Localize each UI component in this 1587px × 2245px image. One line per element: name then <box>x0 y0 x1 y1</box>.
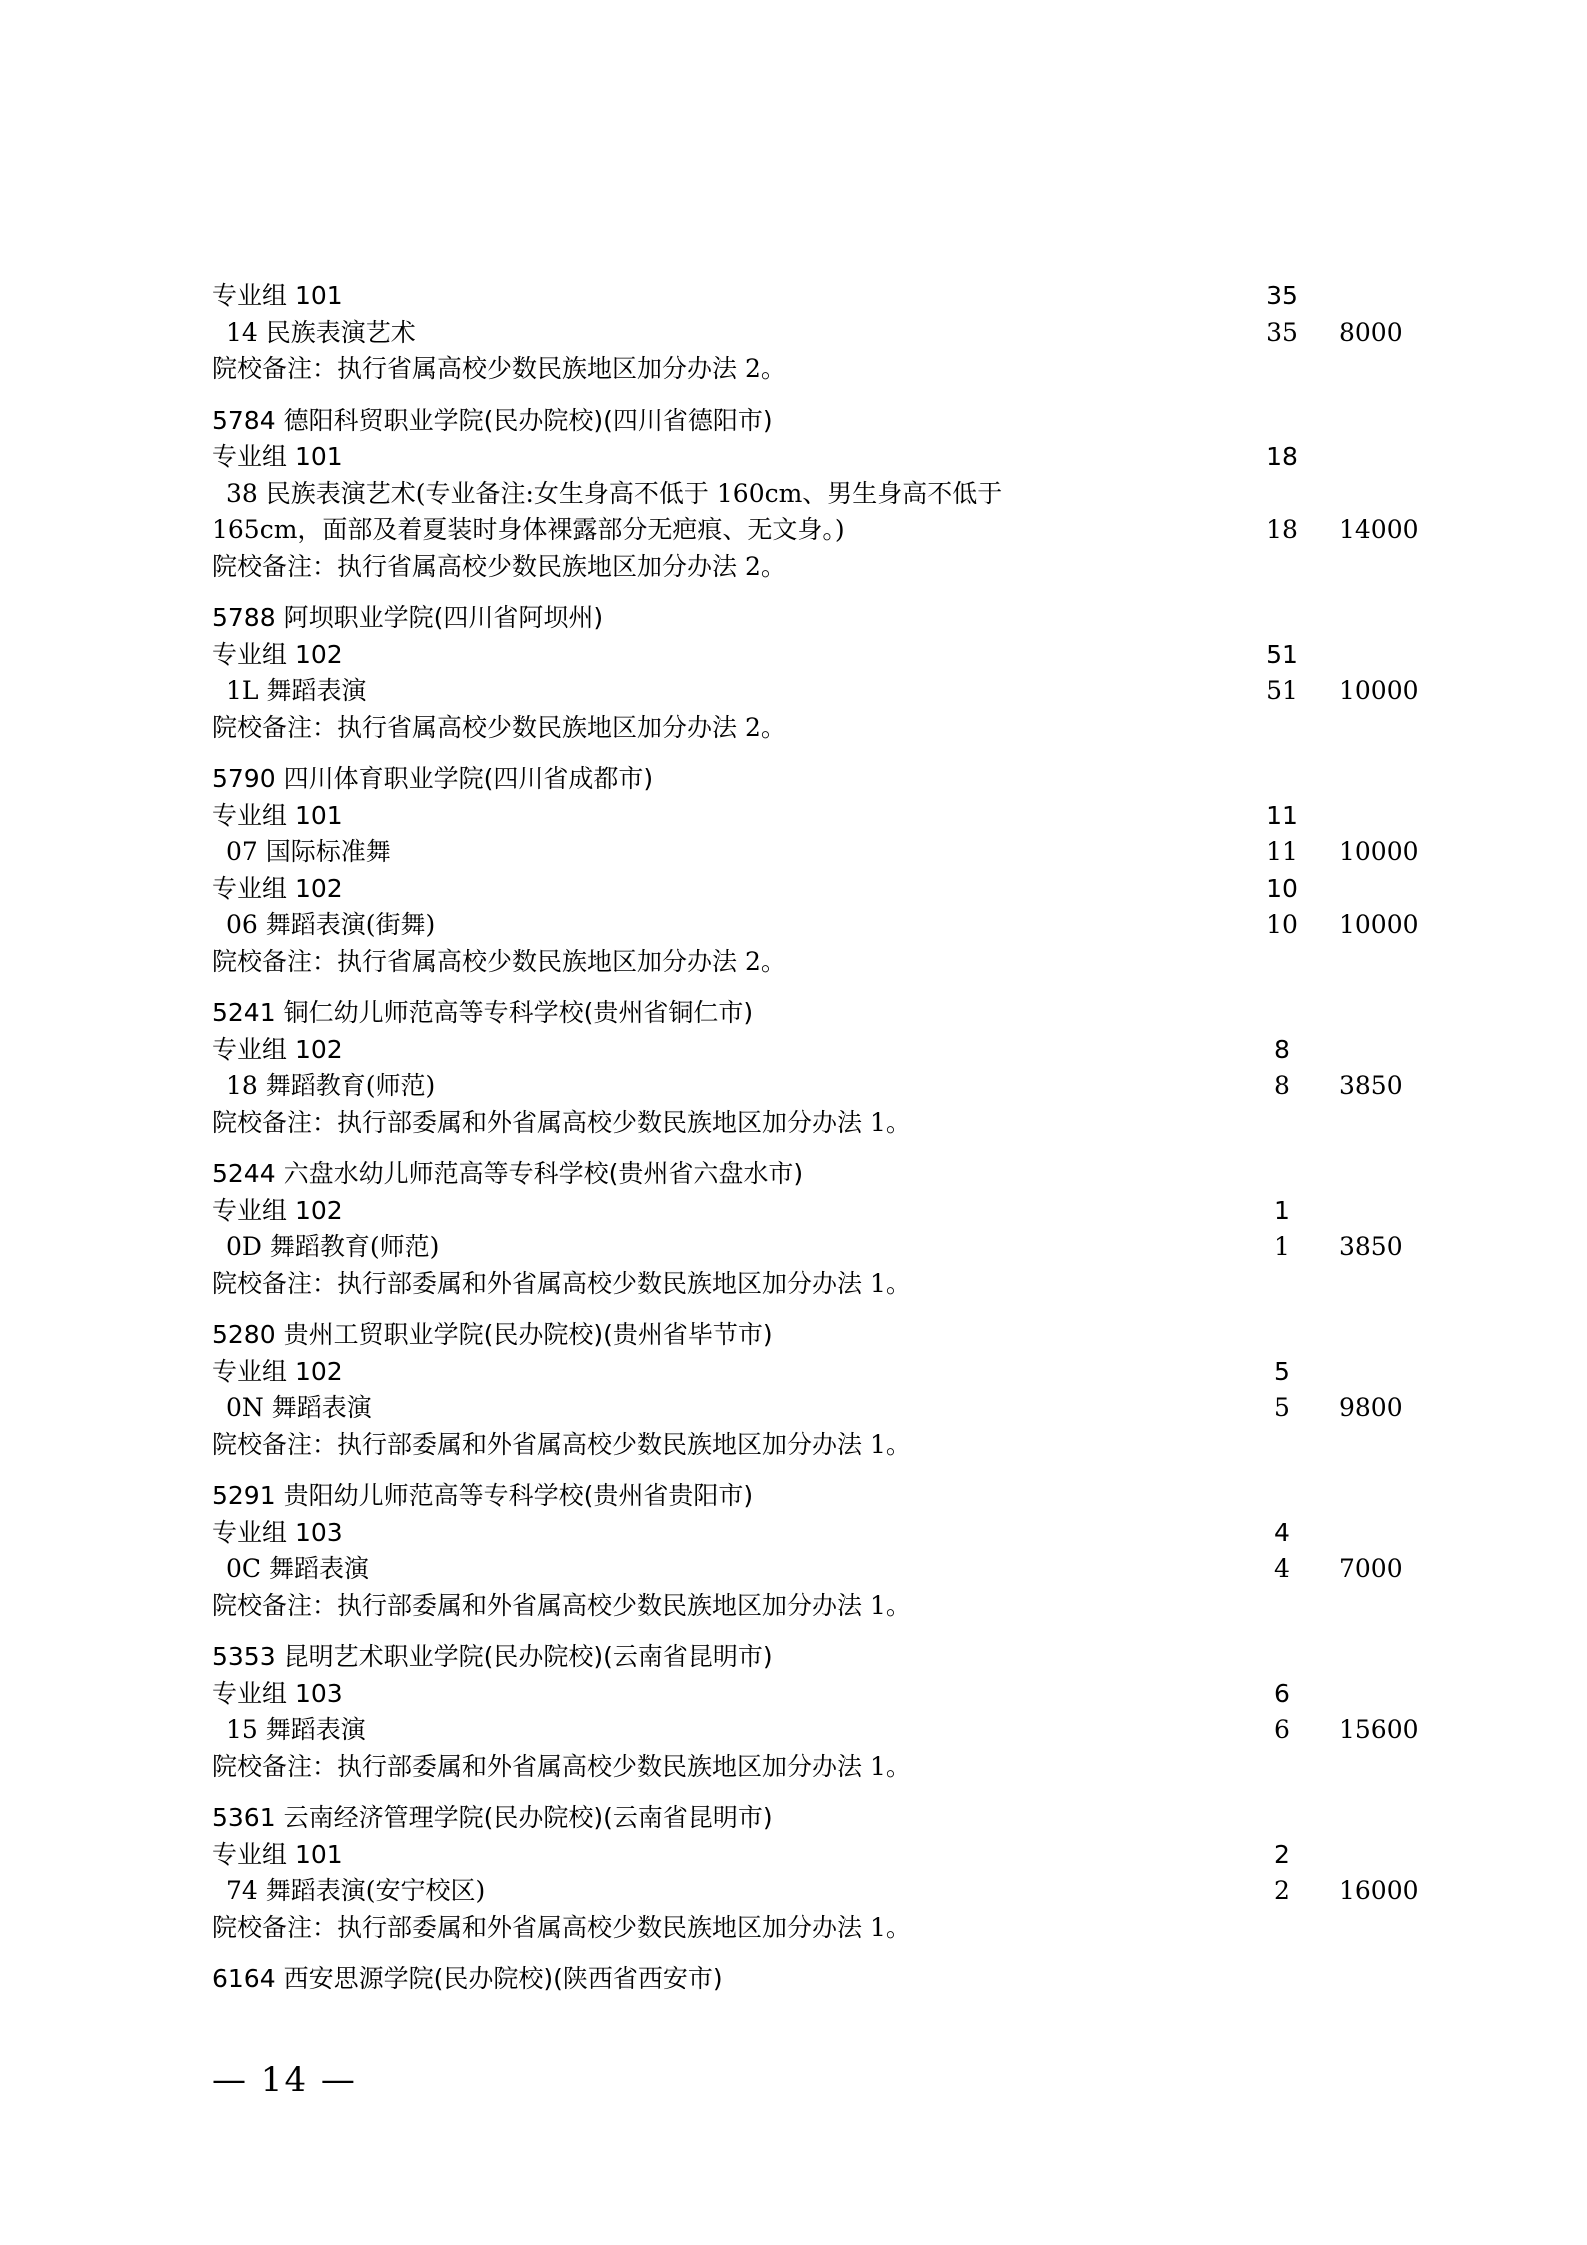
block-spacer <box>212 1463 1412 1478</box>
note-row <box>212 1910 1412 1947</box>
college-note: 院校备注：执行部委属和外省属高校少数民族地区加分办法 1。 <box>212 1590 911 1620</box>
college-note: 院校备注：执行省属高校少数民族地区加分办法 2。 <box>212 551 786 581</box>
major-fee: 7000 <box>1339 1554 1403 1583</box>
college-name: 5280 贵州工贸职业学院(民办院校)(贵州省毕节市) <box>212 1320 773 1349</box>
major-row <box>212 315 1412 352</box>
group-row <box>212 1193 1412 1230</box>
major-fee: 9800 <box>1339 1393 1403 1422</box>
major-row <box>212 907 1419 944</box>
note-row <box>212 1427 1412 1464</box>
college-block <box>212 600 1419 761</box>
college-row <box>212 761 1412 798</box>
group-row <box>212 1354 1412 1391</box>
college-row <box>212 600 1412 637</box>
group-count: 8 <box>1274 1034 1290 1064</box>
college-block <box>212 1478 1412 1639</box>
note-row <box>212 1588 1412 1625</box>
college-note: 院校备注：执行部委属和外省属高校少数民族地区加分办法 1。 <box>212 1751 911 1781</box>
major-name: 38 民族表演艺术(专业备注:女生身高不低于 160cm、男生身高不低于 <box>226 478 1003 508</box>
college-row <box>212 1961 1412 1998</box>
group-label: 专业组 102 <box>212 1195 343 1225</box>
major-count: 4 <box>1274 1554 1290 1583</box>
group-label: 专业组 101 <box>212 1839 343 1869</box>
major-name: 0D 舞蹈教育(师范) <box>226 1232 440 1261</box>
major-name: 0C 舞蹈表演 <box>226 1554 369 1583</box>
group-row <box>212 1032 1412 1069</box>
block-spacer <box>212 585 1412 600</box>
major-row <box>212 673 1419 710</box>
major-count: 8 <box>1274 1071 1290 1100</box>
group-label: 专业组 102 <box>212 1356 343 1386</box>
major-row-continued <box>212 512 1419 549</box>
college-note: 院校备注：执行部委属和外省属高校少数民族地区加分办法 1。 <box>212 1912 911 1942</box>
group-label: 专业组 101 <box>212 800 343 830</box>
major-name: 07 国际标准舞 <box>226 837 391 866</box>
college-block <box>212 1156 1412 1317</box>
college-note: 院校备注：执行部委属和外省属高校少数民族地区加分办法 1。 <box>212 1429 911 1459</box>
major-name-continued: 165cm，面部及着夏装时身体裸露部分无疤痕、无文身。) <box>212 515 845 544</box>
college-block <box>212 278 1412 403</box>
major-fee: 16000 <box>1339 1876 1419 1905</box>
group-count: 2 <box>1274 1839 1290 1869</box>
college-block <box>212 995 1412 1156</box>
group-label: 专业组 102 <box>212 639 343 669</box>
major-count: 1 <box>1274 1232 1290 1261</box>
major-fee: 8000 <box>1339 317 1403 347</box>
college-name: 5241 铜仁幼儿师范高等专科学校(贵州省铜仁市) <box>212 998 754 1027</box>
major-name: 15 舞蹈表演 <box>226 1715 366 1744</box>
group-label: 专业组 103 <box>212 1678 343 1708</box>
major-row <box>212 1068 1412 1105</box>
note-row <box>212 1749 1412 1786</box>
group-count: 35 <box>1266 281 1298 310</box>
major-count: 11 <box>1266 837 1298 866</box>
group-count: 1 <box>1274 1195 1290 1225</box>
group-label: 专业组 101 <box>212 442 343 471</box>
major-row <box>212 834 1419 871</box>
major-count: 35 <box>1266 317 1298 347</box>
major-name: 18 舞蹈教育(师范) <box>226 1071 436 1100</box>
college-row <box>212 1478 1412 1515</box>
major-row <box>212 1873 1419 1910</box>
group-count: 11 <box>1266 800 1298 830</box>
group-count: 51 <box>1266 639 1298 669</box>
major-row <box>212 1551 1412 1588</box>
college-block <box>212 403 1419 601</box>
college-name: 5788 阿坝职业学院(四川省阿坝州) <box>212 603 604 632</box>
major-fee: 3850 <box>1339 1232 1403 1261</box>
college-block <box>212 1639 1419 1800</box>
major-name: 74 舞蹈表演(安宁校区) <box>226 1876 486 1905</box>
group-row <box>212 798 1412 835</box>
college-note: 院校备注：执行省属高校少数民族地区加分办法 2。 <box>212 354 786 383</box>
group-row <box>212 1676 1412 1713</box>
college-block <box>212 761 1419 995</box>
note-row <box>212 549 1412 586</box>
major-fee: 10000 <box>1339 910 1419 939</box>
major-fee: 15600 <box>1339 1715 1419 1744</box>
block-spacer <box>212 1946 1412 1961</box>
major-row <box>212 1229 1412 1266</box>
group-count: 5 <box>1274 1356 1290 1386</box>
group-row <box>212 637 1412 674</box>
college-row <box>212 1156 1412 1193</box>
college-name: 5790 四川体育职业学院(四川省成都市) <box>212 764 654 793</box>
major-row <box>212 1390 1412 1427</box>
note-row <box>212 351 1412 388</box>
college-row <box>212 1800 1412 1837</box>
note-row <box>212 1105 1412 1142</box>
college-row <box>212 1639 1412 1676</box>
major-count: 10 <box>1266 910 1298 939</box>
note-row <box>212 710 1412 747</box>
group-count: 10 <box>1266 873 1298 903</box>
major-count: 51 <box>1266 676 1298 705</box>
college-name: 5361 云南经济管理学院(民办院校)(云南省昆明市) <box>212 1803 773 1832</box>
group-label: 专业组 102 <box>212 1034 343 1064</box>
group-row <box>212 278 1412 315</box>
note-row <box>212 944 1412 981</box>
group-row <box>212 439 1412 476</box>
major-fee: 10000 <box>1339 676 1419 705</box>
group-count: 18 <box>1266 442 1298 471</box>
college-row <box>212 1317 1412 1354</box>
college-row <box>212 403 1412 440</box>
page-number: — 14 — <box>212 2060 357 2100</box>
group-label: 专业组 102 <box>212 873 343 903</box>
note-row <box>212 1266 1412 1303</box>
group-row <box>212 871 1412 908</box>
college-name: 5291 贵阳幼儿师范高等专科学校(贵州省贵阳市) <box>212 1481 754 1510</box>
block-spacer <box>212 980 1412 995</box>
major-name: 1L 舞蹈表演 <box>226 676 367 705</box>
major-count: 5 <box>1274 1393 1290 1422</box>
group-count: 4 <box>1274 1517 1290 1547</box>
college-note: 院校备注：执行省属高校少数民族地区加分办法 2。 <box>212 946 786 976</box>
block-spacer <box>212 1624 1412 1639</box>
major-name: 06 舞蹈表演(街舞) <box>226 910 436 939</box>
group-label: 专业组 103 <box>212 1517 343 1547</box>
major-fee: 14000 <box>1339 515 1419 544</box>
block-spacer <box>212 1141 1412 1156</box>
major-fee: 3850 <box>1339 1071 1403 1100</box>
major-name: 14 民族表演艺术 <box>226 317 416 347</box>
major-count: 2 <box>1274 1876 1290 1905</box>
college-note: 院校备注：执行省属高校少数民族地区加分办法 2。 <box>212 712 786 742</box>
block-spacer <box>212 388 1412 403</box>
college-name: 5244 六盘水幼儿师范高等专科学校(贵州省六盘水市) <box>212 1159 804 1188</box>
major-fee: 10000 <box>1339 837 1419 866</box>
block-spacer <box>212 1785 1412 1800</box>
college-block <box>212 1800 1419 1961</box>
college-block <box>212 1317 1412 1478</box>
college-block <box>212 1961 1412 1998</box>
group-row <box>212 1515 1412 1552</box>
college-name: 6164 西安思源学院(民办院校)(陕西省西安市) <box>212 1964 723 1993</box>
major-name: 0N 舞蹈表演 <box>226 1393 372 1422</box>
major-count: 18 <box>1266 515 1298 544</box>
college-row <box>212 995 1412 1032</box>
major-row <box>212 1712 1419 1749</box>
enrollment-listing <box>212 278 1419 1998</box>
college-note: 院校备注：执行部委属和外省属高校少数民族地区加分办法 1。 <box>212 1268 911 1298</box>
college-note: 院校备注：执行部委属和外省属高校少数民族地区加分办法 1。 <box>212 1107 911 1137</box>
block-spacer <box>212 1302 1412 1317</box>
major-row <box>212 476 1412 513</box>
block-spacer <box>212 746 1412 761</box>
college-name: 5784 德阳科贸职业学院(民办院校)(四川省德阳市) <box>212 405 773 435</box>
college-name: 5353 昆明艺术职业学院(民办院校)(云南省昆明市) <box>212 1642 773 1671</box>
major-count: 6 <box>1274 1715 1290 1744</box>
group-count: 6 <box>1274 1678 1290 1708</box>
group-label: 专业组 101 <box>212 281 343 310</box>
group-row <box>212 1837 1412 1874</box>
